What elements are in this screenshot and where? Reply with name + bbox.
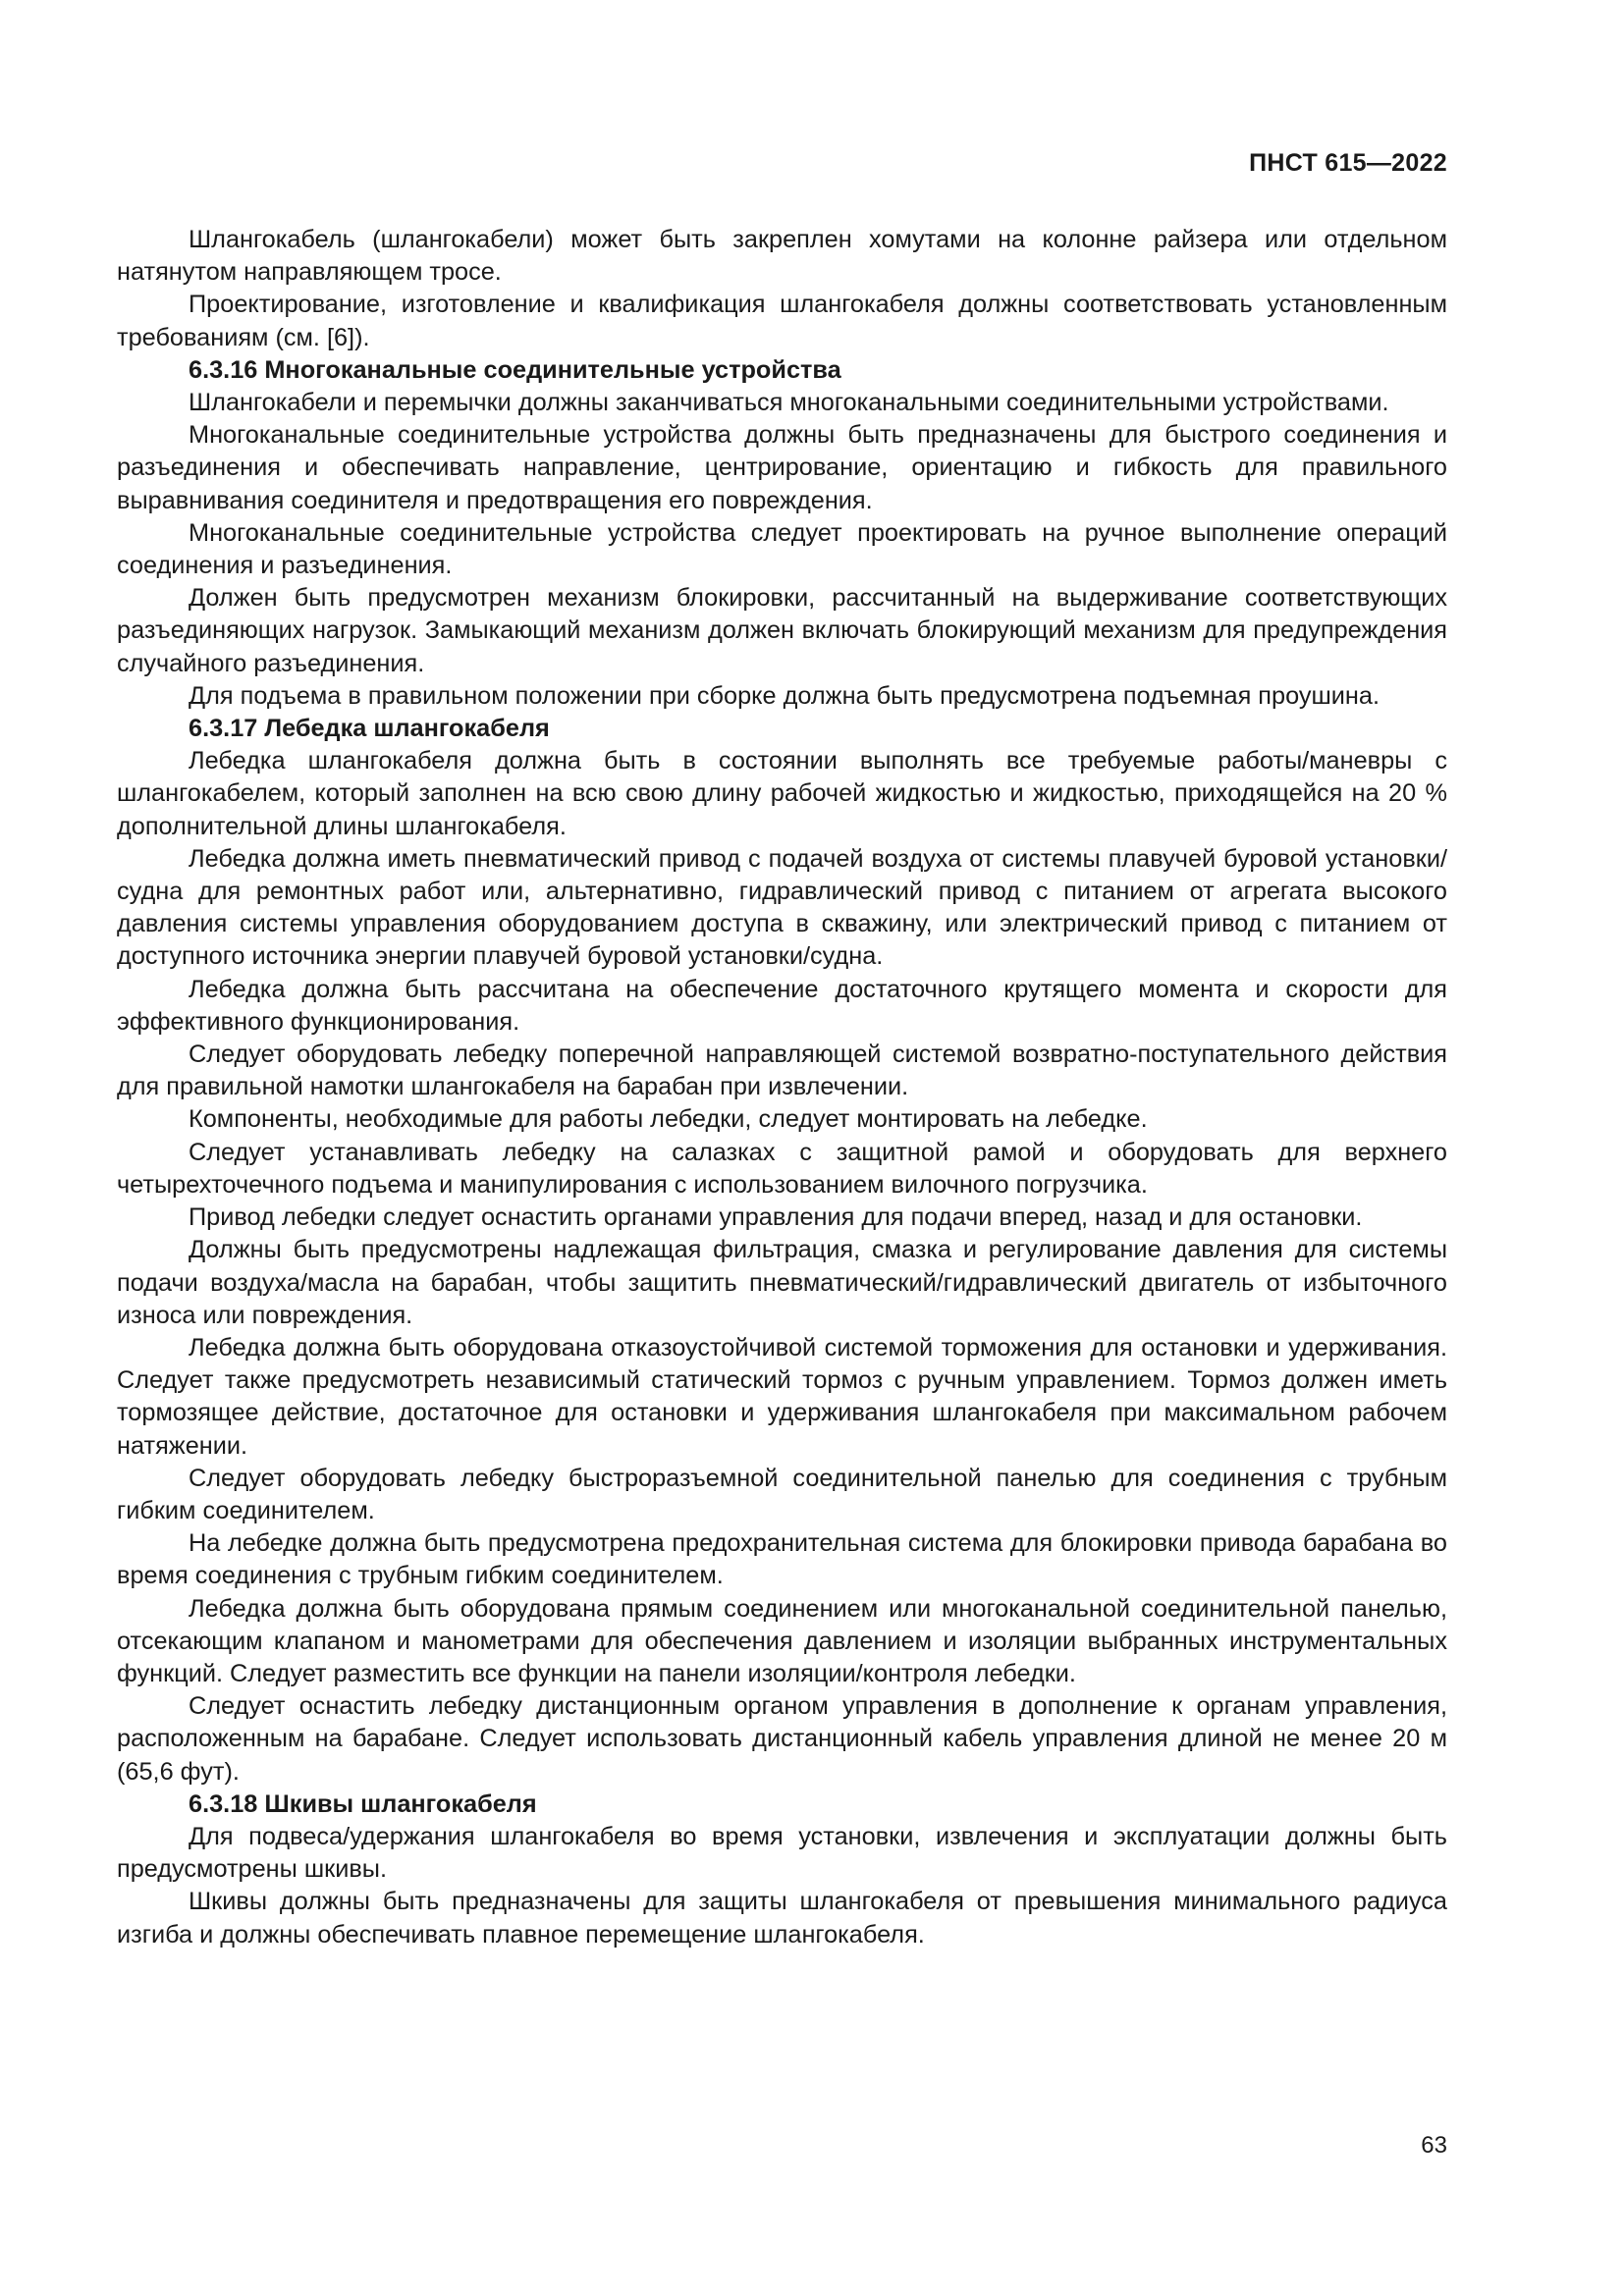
paragraph: Лебедка должна быть оборудована отказоустойчивой системой торможения для остановки и удерживания. Следует также предусмотреть независимый статический тормоз с ручным управлением. Тормоз должен иметь тормозящее действие, достаточное для остановки и удерживания шлангокабеля при максимальном рабочем натяжении. (117, 1333, 1447, 1460)
paragraph: Должен быть предусмотрен механизм блокировки, рассчитанный на выдерживание соответствующих разъединяющих нагрузок. Замыкающий механизм должен включать блокирующий механизм для предупреждения случайного разъединения. (117, 584, 1447, 677)
section-heading-6-3-16: 6.3.16 Многоканальные соединительные устройства (189, 355, 841, 384)
section-heading-6-3-18: 6.3.18 Шкивы шлангокабеля (189, 1789, 537, 1818)
paragraph: Привод лебедки следует оснастить органами управления для подачи вперед, назад и для остановки. (189, 1203, 1363, 1232)
page-number: 63 (1421, 2132, 1447, 2159)
paragraph: Шкивы должны быть предназначены для защиты шлангокабеля от превышения минимального радиуса изгиба и должны обеспечивать плавное перемещение шлангокабеля. (117, 1888, 1447, 1949)
paragraph: Следует оснастить лебедку дистанционным органом управления в дополнение к органам управления, расположенным на барабане. Следует использовать дистанционный кабель управления длиной не менее 20 м (65,6 фут). (117, 1692, 1447, 1786)
paragraph: Следует оборудовать лебедку быстроразъемной соединительной панелью для соединения с трубным гибким соединителем. (117, 1464, 1447, 1524)
paragraph: Лебедка шлангокабеля должна быть в состоянии выполнять все требуемые работы/маневры с шлангокабелем, который заполнен на всю свою длину рабочей жидкостью и жидкостью, приходящейся на 20 % дополнительной длины шлангокабеля. (117, 747, 1447, 840)
paragraph: Шлангокабели и перемычки должны заканчиваться многоканальными соединительными устройствами. (189, 389, 1389, 417)
paragraph: Лебедка должна быть оборудована прямым соединением или многоканальной соединительной панелью, отсекающим клапаном и манометрами для обеспечения давлением и изоляции выбранных инструментальных функций. Следует разместить все функции на панели изоляции/контроля лебедки. (117, 1594, 1447, 1687)
paragraph: Проектирование, изготовление и квалификация шлангокабеля должны соответствовать установленным требованиям (см. [6]). (117, 291, 1447, 351)
document-number-header: ПНСТ 615—2022 (1249, 149, 1447, 177)
paragraph: Компоненты, необходимые для работы лебедки, следует монтировать на лебедке. (189, 1105, 1148, 1134)
paragraph: Следует устанавливать лебедку на салазках с защитной рамой и оборудовать для верхнего четырехточечного подъема и манипулирования с использованием вилочного погрузчика. (117, 1138, 1447, 1199)
paragraph: На лебедке должна быть предусмотрена предохранительная система для блокировки привода барабана во время соединения с трубным гибким соединителем. (117, 1529, 1447, 1590)
paragraph: Для подъема в правильном положении при сборке должна быть предусмотрена подъемная проушина. (189, 681, 1380, 710)
paragraph: Должны быть предусмотрены надлежащая фильтрация, смазка и регулирование давления для системы подачи воздуха/масла на барабан, чтобы защитить пневматический/гидравлический двигатель от избыточного износа или повреждения. (117, 1236, 1447, 1329)
paragraph: Многоканальные соединительные устройства следует проектировать на ручное выполнение операций соединения и разъединения. (117, 518, 1447, 580)
paragraph: Лебедка должна быть рассчитана на обеспечение достаточного крутящего момента и скорости для эффективного функционирования. (117, 975, 1447, 1036)
paragraph: Многоканальные соединительные устройства должны быть предназначены для быстрого соединения и разъединения и обеспечивать направление, центрирование, ориентацию и гибкость для правильного выравнивания соединителя и предотвращения его повреждения. (117, 421, 1447, 514)
document-body (117, 224, 1447, 1951)
paragraph: Шлангокабель (шлангокабели) может быть закреплен хомутами на колонне райзера или отдельном натянутом направляющем тросе. (117, 226, 1447, 287)
paragraph: Следует оборудовать лебедку поперечной направляющей системой возвратно-поступательного действия для правильной намотки шлангокабеля на барабан при извлечении. (117, 1041, 1447, 1101)
paragraph: Лебедка должна иметь пневматический привод с подачей воздуха от системы плавучей буровой установки/судна для ремонтных работ или, альтернативно, гидравлический привод с питанием от агрегата высокого давления системы управления оборудованием доступа в скважину, или электрический привод с питанием от доступного источника энергии плавучей буровой установки/судна. (117, 844, 1447, 971)
paragraph: Для подвеса/удержания шлангокабеля во время установки, извлечения и эксплуатации должны быть предусмотрены шкивы. (117, 1822, 1447, 1884)
section-heading-6-3-17: 6.3.17 Лебедка шлангокабеля (189, 715, 550, 743)
